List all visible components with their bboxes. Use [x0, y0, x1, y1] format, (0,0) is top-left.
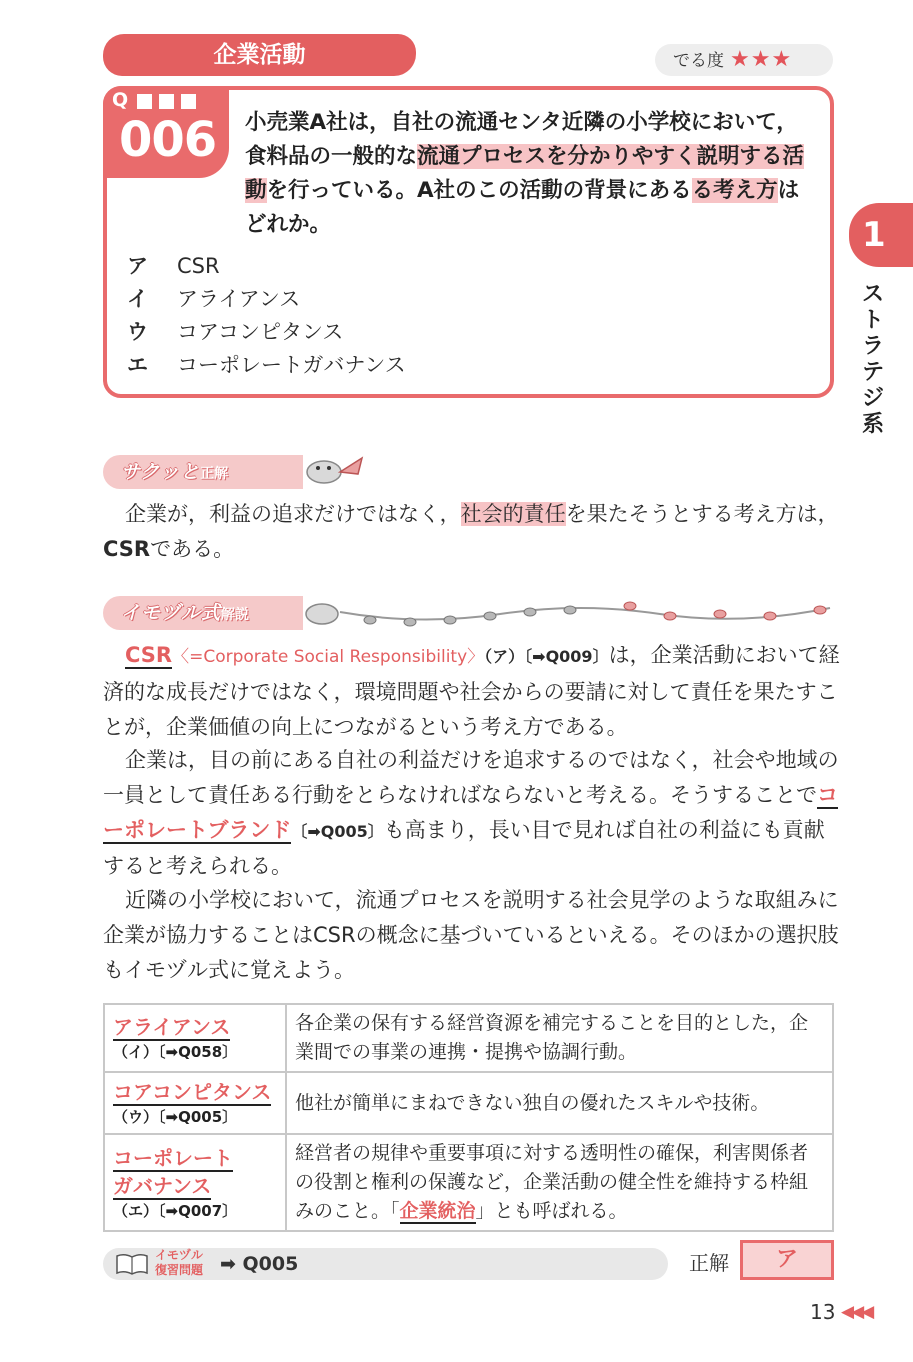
explanation-paragraph-1: CSR〈=Corporate Social Responsibility〉（ア）〔➡Q009〕は，企業活動において経済的な成長だけではなく，環境問題や社会からの要請に対して責任を果たすことが，企業価値の向上につながるという考え方である。: [103, 643, 840, 739]
table-row: コーポレート ガバナンス （エ）〔➡Q007〕 経営者の規律や重要事項に対する透明性の確保，利害関係者の役割と権利の保護など，企業活動の健全性を維持する枠組みのこと。「企業統治」とも呼ばれる。: [104, 1134, 833, 1231]
chapter-label: ストラテジ系: [861, 282, 884, 437]
question-text: 小売業A社は，自社の流通センタ近隣の小学校において，食料品の一般的な流通プロセスを分かりやすく説明する活動を行っている。A社のこの活動の背景にあるる考え方はどれか。: [245, 110, 805, 237]
choice-list: [127, 250, 406, 382]
book-icon: [115, 1253, 149, 1275]
quick-answer-tab: サクッと正解: [103, 455, 303, 489]
terms-table: [103, 1003, 834, 1232]
question-badge: [103, 86, 229, 178]
page-number: 13: [810, 1300, 836, 1324]
explanation-tab: イモヅル式解説: [103, 596, 303, 630]
answer-label: 正解: [689, 1251, 729, 1275]
quick-answer-text: 企業が，利益の追求だけではなく，社会的責任を果たそうとする考え方は，CSRである。: [103, 502, 839, 561]
chapter-number-tab: 1: [849, 203, 913, 267]
question-letter: Q: [112, 89, 129, 111]
frequency-label: でる度: [673, 51, 724, 71]
question-number: 006: [119, 112, 217, 168]
explanation-paragraph-3: 近隣の小学校において，流通プロセスを説明する社会見学のような取組みに企業が協力することはCSRの概念に基づいているといえる。そのほかの選択肢もイモヅル式に覚えよう。: [103, 888, 839, 982]
choice-item: ウ コアコンピタンス: [127, 320, 344, 344]
star-icon: ★★★: [730, 47, 793, 72]
checkbox-square-icon: [137, 94, 152, 109]
question-box: [103, 86, 834, 398]
answer-box: ア: [740, 1240, 834, 1280]
review-bar: [103, 1248, 668, 1280]
triangle-marker-icon: ◀◀◀: [841, 1302, 872, 1322]
table-row: アライアンス （イ）〔➡Q058〕 各企業の保有する経営資源を補完することを目的とした，企業間での事業の連携・提携や協調行動。: [104, 1004, 833, 1072]
checkbox-square-icon: [181, 94, 196, 109]
section-title: 企業活動: [103, 34, 416, 76]
checkbox-square-icon: [159, 94, 174, 109]
vine-decoration-icon: [300, 594, 840, 630]
review-label: イモヅル 復習問題: [155, 1248, 204, 1277]
table-row: コアコンピタンス （ウ）〔➡Q005〕 他社が簡単にまねできない独自の優れたスキルや技術。: [104, 1072, 833, 1134]
review-reference: ➡ Q005: [220, 1253, 299, 1275]
explanation-paragraph-2: 企業は，目の前にある自社の利益だけを追求するのではなく，社会や地域の一員として責任ある行動をとらなければならないと考える。そうすることでコーポレートブランド〔➡Q005〕も高まり，長い目で見れば自社の利益にも貢献すると考えられる。: [103, 748, 839, 878]
seal-icon: [300, 450, 366, 486]
choice-item: エ コーポレートガバナンス: [127, 353, 406, 377]
frequency-badge: [655, 44, 833, 76]
choice-item: イ アライアンス: [127, 287, 301, 311]
choice-item: ア CSR: [127, 254, 220, 278]
